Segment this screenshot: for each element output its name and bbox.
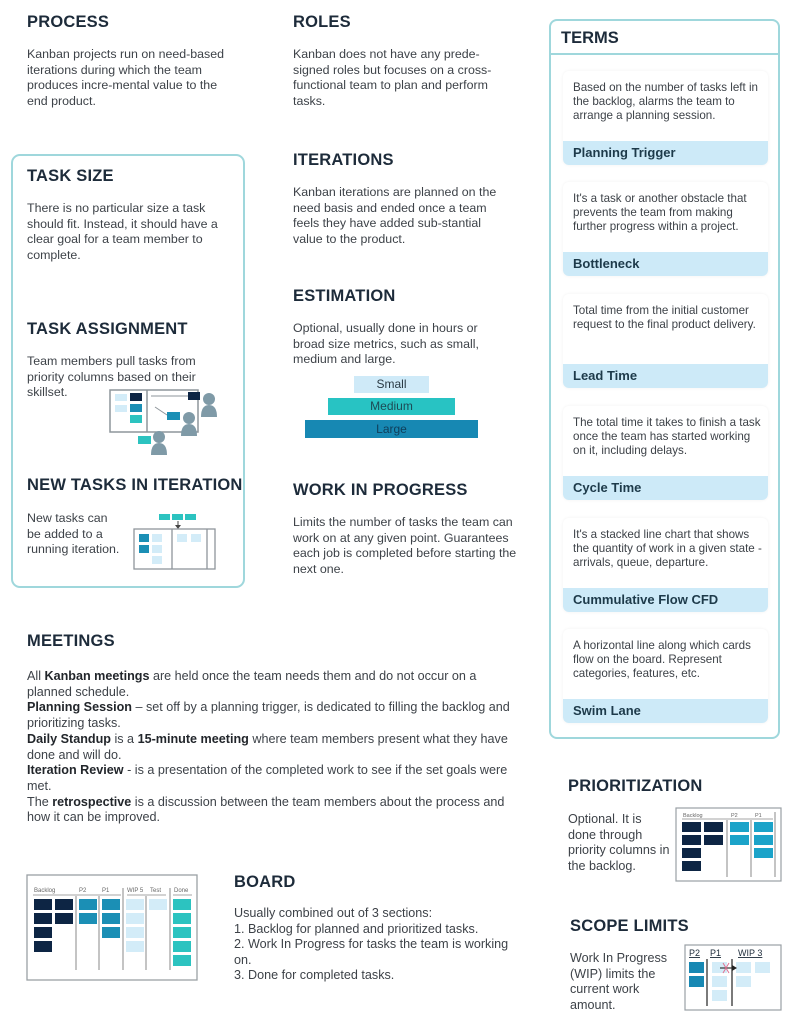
prioritization-title: PRIORITIZATION xyxy=(568,777,703,795)
board-illustration xyxy=(26,874,198,982)
term-desc: Based on the number of tasks left in the backlog, alarms the team to arrange a planning session. xyxy=(573,81,758,122)
prio-col-backlog: Backlog xyxy=(683,813,703,819)
text: - is a presentation of the completed work to see if the set goals were met. xyxy=(27,763,508,793)
term-lead-time xyxy=(563,294,768,388)
new-tasks-title: NEW TASKS IN ITERATION xyxy=(27,476,243,494)
term-name: Cycle Time xyxy=(573,480,642,495)
text: All xyxy=(27,669,45,683)
process-text: Kanban projects run on need-based iterations during which the team produces incre-mental value to the end product. xyxy=(27,47,225,108)
bold-text: Planning Session xyxy=(27,700,132,715)
meetings-line-3 xyxy=(27,732,517,763)
term-bottleneck xyxy=(563,182,768,276)
iterations-text: Kanban iterations are planned on the need basis and ended once a team feels they have added sub-stantial value to the product. xyxy=(293,185,497,246)
term-desc: A horizontal line along which cards flow on the board. Represent categories, features, etc. xyxy=(573,639,751,680)
meetings-line-4 xyxy=(27,763,517,794)
new-tasks-text: New tasks can be added to a running iteration. xyxy=(27,511,120,557)
size-small: Small xyxy=(354,376,429,393)
board-title: BOARD xyxy=(234,873,296,891)
term-name: Swim Lane xyxy=(573,703,641,718)
term-name: Planning Trigger xyxy=(573,145,676,160)
board-col-p1: P1 xyxy=(102,888,110,894)
bold-text: Daily Standup xyxy=(27,731,111,746)
process-title: PROCESS xyxy=(27,13,110,31)
term-name: Lead Time xyxy=(573,368,638,383)
roles-text: Kanban does not have any prede-signed roles but focuses on a cross-functional team to plan and perform tasks. xyxy=(293,47,492,108)
term-desc: Total time from the initial customer request to the final product delivery. xyxy=(573,304,756,331)
estimation-title: ESTIMATION xyxy=(293,287,396,305)
board-intro: Usually combined out of 3 sections: xyxy=(234,906,433,920)
term-swim-lane xyxy=(563,629,768,723)
board-col-p2: P2 xyxy=(79,888,87,894)
scope-limits-illustration xyxy=(684,944,782,1012)
task-size-title: TASK SIZE xyxy=(27,167,114,185)
meetings-title: MEETINGS xyxy=(27,632,115,650)
term-name-bar xyxy=(563,141,768,165)
scope-col-p2: P2 xyxy=(689,948,701,958)
scope-limits-title: SCOPE LIMITS xyxy=(570,917,689,935)
prio-col-p2: P2 xyxy=(731,813,738,819)
size-large: Large xyxy=(305,420,478,438)
terms-header xyxy=(551,21,778,55)
text: where team members present what they have done and will do. xyxy=(27,731,508,762)
text: is a discussion between the team members about the process and how it can be improved. xyxy=(27,794,505,825)
roles-title: ROLES xyxy=(293,13,351,31)
board-text xyxy=(234,906,524,984)
term-planning-trigger xyxy=(563,71,768,165)
task-assignment-illustration xyxy=(105,385,230,460)
term-desc: It's a stacked line chart that shows the quantity of work in a given state - arrivals, queue, departure. xyxy=(573,528,762,569)
bold-text: Kanban meetings xyxy=(44,669,150,683)
text: is a xyxy=(110,731,138,746)
text: are held once the team needs them and do not occur on a planned schedule. xyxy=(27,669,477,699)
text: The xyxy=(27,794,53,809)
board-item-2: 2. Work In Progress for tasks the team is working on. xyxy=(234,937,509,967)
prioritization-illustration xyxy=(675,807,782,883)
terms-panel xyxy=(549,19,780,739)
term-desc: The total time it takes to finish a task once the team has started working on it, including delays. xyxy=(573,416,761,457)
wip-title: WORK IN PROGRESS xyxy=(293,481,468,499)
term-name-bar xyxy=(563,699,768,723)
board-col-wip: WIP 5 xyxy=(127,888,144,894)
term-name-bar xyxy=(563,364,768,388)
meetings-line-2 xyxy=(27,700,517,731)
prioritization-text: Optional. It is done through priority columns in the backlog. xyxy=(568,812,670,873)
wip-text: Limits the number of tasks the team can work on at any given point. Guarantees each job is completed before starting the next one. xyxy=(293,515,517,576)
board-col-done: Done xyxy=(174,888,189,894)
meetings-line-1 xyxy=(27,669,517,700)
term-name-bar xyxy=(563,252,768,276)
iterations-title: ITERATIONS xyxy=(293,151,394,169)
term-name: Cummulative Flow CFD xyxy=(573,592,719,607)
board-col-test: Test xyxy=(150,888,162,894)
meetings-text xyxy=(27,669,517,826)
board-item-1: 1. Backlog for planned and prioritized tasks. xyxy=(234,921,479,936)
term-name-bar xyxy=(563,476,768,500)
term-cycle-time xyxy=(563,406,768,500)
new-tasks-illustration xyxy=(132,512,222,572)
term-desc: It's a task or another obstacle that prevents the team from making further progress within a project. xyxy=(573,192,747,233)
bold-text: Iteration Review xyxy=(27,763,124,778)
task-assignment-title: TASK ASSIGNMENT xyxy=(27,320,188,338)
bold-text: retrospective xyxy=(52,794,132,809)
meetings-line-5 xyxy=(27,795,517,826)
size-medium: Medium xyxy=(328,398,455,415)
text: – set off by a planning trigger, is dedicated to filling the backlog and prioritizing tasks. xyxy=(27,700,510,731)
board-col-backlog: Backlog xyxy=(34,888,56,894)
terms-title: TERMS xyxy=(561,29,619,47)
scope-col-wip: WIP 3 xyxy=(738,948,763,958)
prio-col-p1: P1 xyxy=(755,813,762,819)
estimation-text: Optional, usually done in hours or broad size metrics, such as small, medium and large. xyxy=(293,321,479,367)
scope-col-p1: P1 xyxy=(710,948,722,958)
task-size-text: There is no particular size a task should fit. Instead, it should have a clear goal for a team member to complete. xyxy=(27,201,218,262)
task-assignment-text: Team members pull tasks from priority columns based on their skillset. xyxy=(27,354,196,400)
bold-text: 15-minute meeting xyxy=(137,731,249,746)
term-name: Bottleneck xyxy=(573,256,640,271)
term-cumulative-flow xyxy=(563,518,768,612)
board-item-3: 3. Done for completed tasks. xyxy=(234,968,395,983)
term-name-bar xyxy=(563,588,768,612)
scope-limits-text: Work In Progress (WIP) limits the current work amount. xyxy=(570,951,668,1012)
